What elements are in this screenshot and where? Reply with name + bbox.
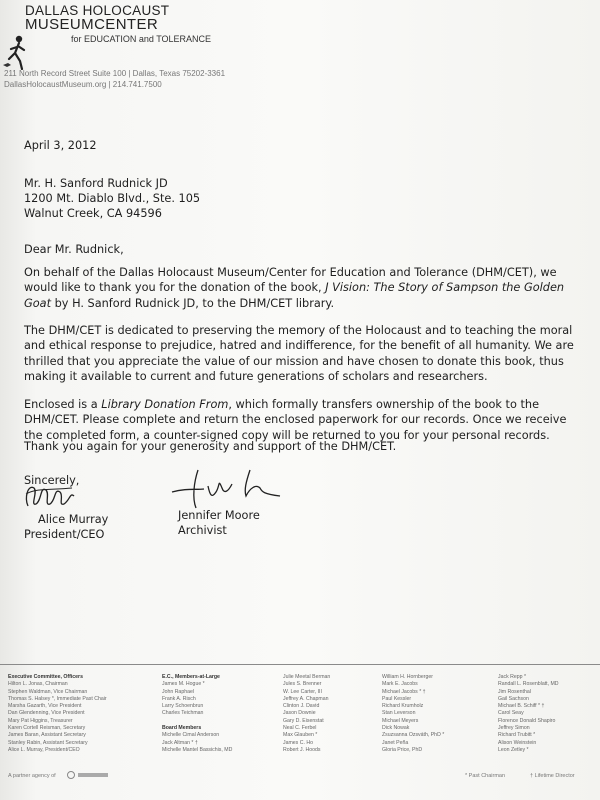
footer-name: Zsuzsanna Ozsváth, PhD * (382, 732, 445, 739)
footer-name: Jeffrey A. Chapman (283, 695, 329, 702)
p2-text: The DHM/CET is dedicated to preserving the memory of the Holocaust and to teaching the moral and ethical response to prejudice, hatred and indifference, for the benefit of all humanity. We are thrilled that you appreciate the value of our mission and have chosen to donate this book, thus making it available to current and future generations of scholars and researchers. (24, 324, 574, 383)
footer-name: Alice L. Murray, President/CEO (8, 746, 80, 753)
book-title: J Vision: The Story of Sampson the Golden Goat (24, 281, 565, 310)
org-name-line2: MUSEUMCENTER (25, 16, 159, 33)
footer-name: Jules S. Brenner (283, 681, 322, 688)
footer-name: Michelle Mantel Bassichis, MD (162, 746, 233, 753)
recipient-line3: Walnut Creek, CA 94596 (24, 207, 162, 220)
paragraph-thanks (24, 265, 580, 311)
paragraph-closing-thanks: Thank you again for your generosity and support of the DHM/CET. (24, 440, 397, 453)
footer-name: Jack Altman * † (162, 739, 198, 746)
footer-name: Gail Sachson (498, 695, 529, 702)
footer-name: Florence Donald Shapiro (498, 717, 556, 724)
p3-text-a: Enclosed is a (24, 398, 102, 411)
footer-name: Jim Rosenthal (498, 688, 531, 695)
p1-text-a: On behalf of the Dallas Holocaust Museum/Center for Education and Tolerance (DHM/CET), we would like to thank you for the donation of the book, (24, 266, 557, 295)
footer-name: Michael Jacobs * † (382, 688, 426, 695)
footer-name: Michael Meyers (382, 717, 419, 724)
footer-name: Julie Meetal Berman (283, 674, 331, 680)
footer-name: Karen Cortell Reisman, Secretary (8, 725, 86, 732)
closing: Sincerely, (24, 474, 80, 487)
footer-name: James C. Ho (283, 739, 313, 746)
footer-name: W. Lee Carter, III (283, 688, 322, 695)
footer-name: Richard Trubitt * (498, 732, 536, 739)
footer-name: Stephen Waldman, Vice Chairman (8, 688, 88, 695)
footer-name: Thomas S. Halsey *, Immediate Past Chair (8, 695, 107, 702)
footer-name: Frank A. Risch (162, 695, 196, 702)
signer2-name: Jennifer Moore (178, 509, 260, 522)
footer-name: Larry Schoenbrun (162, 703, 204, 710)
partner-logo-icon (66, 770, 110, 780)
footer-col-members (162, 674, 232, 754)
signature-alice-murray-icon (22, 476, 78, 516)
footer-name: Clinton J. David (283, 703, 320, 710)
org-address: 211 North Record Street Suite 100 | Dallas, Texas 75202-3361 (4, 69, 226, 78)
footer-name: Leon Zetley * (498, 746, 529, 753)
footer-name: Carol Seay (498, 710, 524, 717)
signature-jennifer-moore-icon (168, 462, 288, 512)
museum-logo-icon (2, 34, 28, 70)
footer-heading-board: Board Members (162, 725, 202, 732)
footer-name: Stan Leverson (382, 710, 416, 717)
org-web-phone: DallasHolocaustMuseum.org | 214.741.7500 (4, 80, 162, 89)
past-chairman-note: * Past Chairman (465, 773, 506, 779)
footer-name: Jack Repp * (498, 674, 526, 680)
letter-date: April 3, 2012 (24, 139, 97, 152)
footer-name: Hilton L. Jonas, Chairman (8, 681, 68, 688)
footer-name: Robert J. Hoods (283, 746, 321, 753)
footer-name: Dan Glendenning, Vice President (8, 710, 85, 717)
salutation: Dear Mr. Rudnick, (24, 243, 124, 256)
footer-spacer (162, 718, 232, 725)
footer-name: Michelle Cimal Anderson (162, 732, 220, 739)
p1-text-b: by H. Sanford Rudnick JD, to the DHM/CET library. (51, 296, 335, 310)
signer1-title: President/CEO (24, 528, 105, 541)
footer-col-board-c (498, 674, 559, 754)
paragraph-enclosure (24, 397, 580, 443)
footer-name: Gloria Price, PhD (382, 746, 423, 753)
footer-name: Paul Kessler (382, 695, 412, 702)
footer-name: Jason Downie (283, 710, 316, 717)
recipient-line2: 1200 Mt. Diablo Blvd., Ste. 105 (24, 192, 201, 205)
footer-name: Alison Weinstein (498, 739, 537, 746)
letterhead (0, 3, 226, 99)
org-name-line3: for EDUCATION and TOLERANCE (71, 34, 212, 44)
footer-name: Janet Peña (382, 739, 409, 746)
footer-name: Gary D. Eisenstat (283, 717, 324, 724)
footer-name: James Baran, Assistant Secretary (8, 732, 86, 739)
footer-name: Max Glauben * (283, 732, 318, 739)
recipient-line1: Mr. H. Sanford Rudnick JD (24, 177, 168, 190)
footer-divider (0, 664, 600, 665)
footer-name: Stanley Rabin, Assistant Secretary (8, 739, 88, 746)
footer-name: Randall L. Rosenblatt, MD (498, 681, 559, 688)
footer-name: Jeffrey Simon (498, 725, 530, 732)
footer-heading-members: E.C., Members-at-Large (162, 674, 220, 680)
signer2-title: Archivist (178, 524, 227, 537)
footer-col-board-a (283, 674, 330, 754)
footer-heading-officers: Executive Committee, Officers (8, 674, 83, 680)
footer-name: Richard Krumholz (382, 703, 424, 710)
lifetime-director-note: † Lifetime Director (530, 773, 575, 779)
footer-col-board-b (382, 674, 444, 754)
footer-name: Charles Teichman (162, 710, 204, 717)
footer-name: John Raphael (162, 688, 195, 695)
paragraph-mission (24, 323, 580, 384)
partner-agency-note: A partner agency of (8, 773, 56, 779)
footer-col-officers (8, 674, 107, 754)
footer-name: Dick Nowak (382, 725, 410, 732)
p3-text-b: , which formally transfers ownership of the book to the DHM/CET. Please complete and return the enclosed paperwork for our records. Once we receive the completed form, a counter-signed copy will be returned to you for your personal records. (24, 398, 567, 442)
footer-name: Michael B. Schiff * † (498, 703, 545, 710)
signer1-name: Alice Murray (38, 513, 109, 526)
footer-name: Marsha Gazarth, Vice President (8, 703, 82, 710)
footer-name: Neal C. Ferbel (283, 725, 317, 732)
footer-name: Mary Pat Higgins, Treasurer (8, 717, 73, 724)
org-name-line1: DALLAS HOLOCAUST (25, 3, 170, 18)
footer-name: Mark E. Jacobs (382, 681, 418, 688)
footer-name: William H. Hornberger (382, 674, 434, 680)
form-title: Library Donation From (101, 398, 229, 411)
footer-name: James M. Hogue * (162, 681, 205, 688)
